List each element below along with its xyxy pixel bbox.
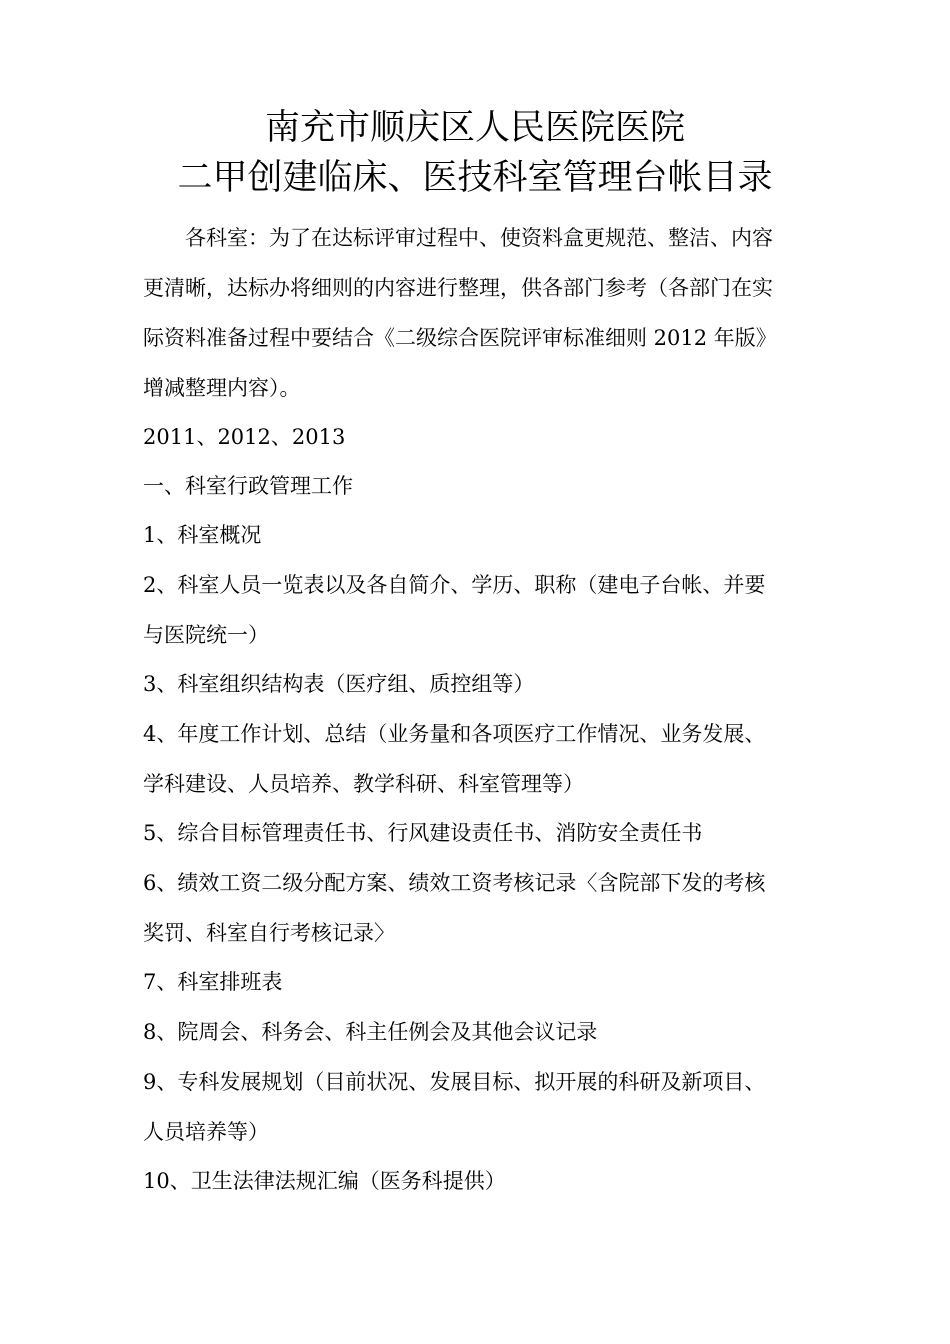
list-item-8: 8、院周会、科务会、科主任例会及其他会议记录 (143, 1020, 598, 1044)
list-item-10: 10、卫生法律法规汇编（医务科提供） (143, 1169, 506, 1193)
document-title-line-2: 二甲创建临床、医技科室管理台帐目录 (177, 158, 773, 198)
list-item-4-line-1: 4、年度工作计划、总结（业务量和各项医疗工作情况、业务发展、 (143, 722, 766, 746)
list-item-6-line-2: 奖罚、科室自行考核记录〉 (143, 921, 395, 945)
list-item-9-line-2: 人员培养等） (143, 1120, 269, 1144)
list-item-4-line-2: 学科建设、人员培养、教学科研、科室管理等） (143, 772, 584, 796)
years-line: 2011、2012、2013 (143, 425, 346, 449)
document-title-line-1: 南充市顺庆区人民医院医院 (264, 108, 685, 148)
list-item-1: 1、科室概况 (143, 523, 262, 547)
list-item-6-line-1: 6、绩效工资二级分配方案、绩效工资考核记录〈含院部下发的考核 (143, 871, 766, 895)
intro-line-2: 更清晰，达标办将细则的内容进行整理，供各部门参考（各部门在实 (143, 276, 773, 300)
list-item-9-line-1: 9、专科发展规划（目前状况、发展目标、拟开展的科研及新项目、 (143, 1070, 766, 1094)
intro-line-3: 际资料准备过程中要结合《二级综合医院评审标准细则 2012 年版》 (143, 326, 777, 350)
intro-line-4: 增减整理内容）。 (143, 376, 301, 400)
intro-line-1: 各科室：为了在达标评审过程中、使资料盒更规范、整洁、内容 (185, 226, 773, 250)
section-heading: 一、科室行政管理工作 (143, 474, 353, 498)
list-item-2-line-1: 2、科室人员一览表以及各自简介、学历、职称（建电子台帐、并要 (143, 573, 766, 597)
list-item-3: 3、科室组织结构表（医疗组、质控组等） (143, 672, 535, 696)
list-item-7: 7、科室排班表 (143, 970, 283, 994)
list-item-5: 5、综合目标管理责任书、行风建设责任书、消防安全责任书 (143, 821, 703, 845)
list-item-2-line-2: 与医院统一） (143, 623, 269, 647)
